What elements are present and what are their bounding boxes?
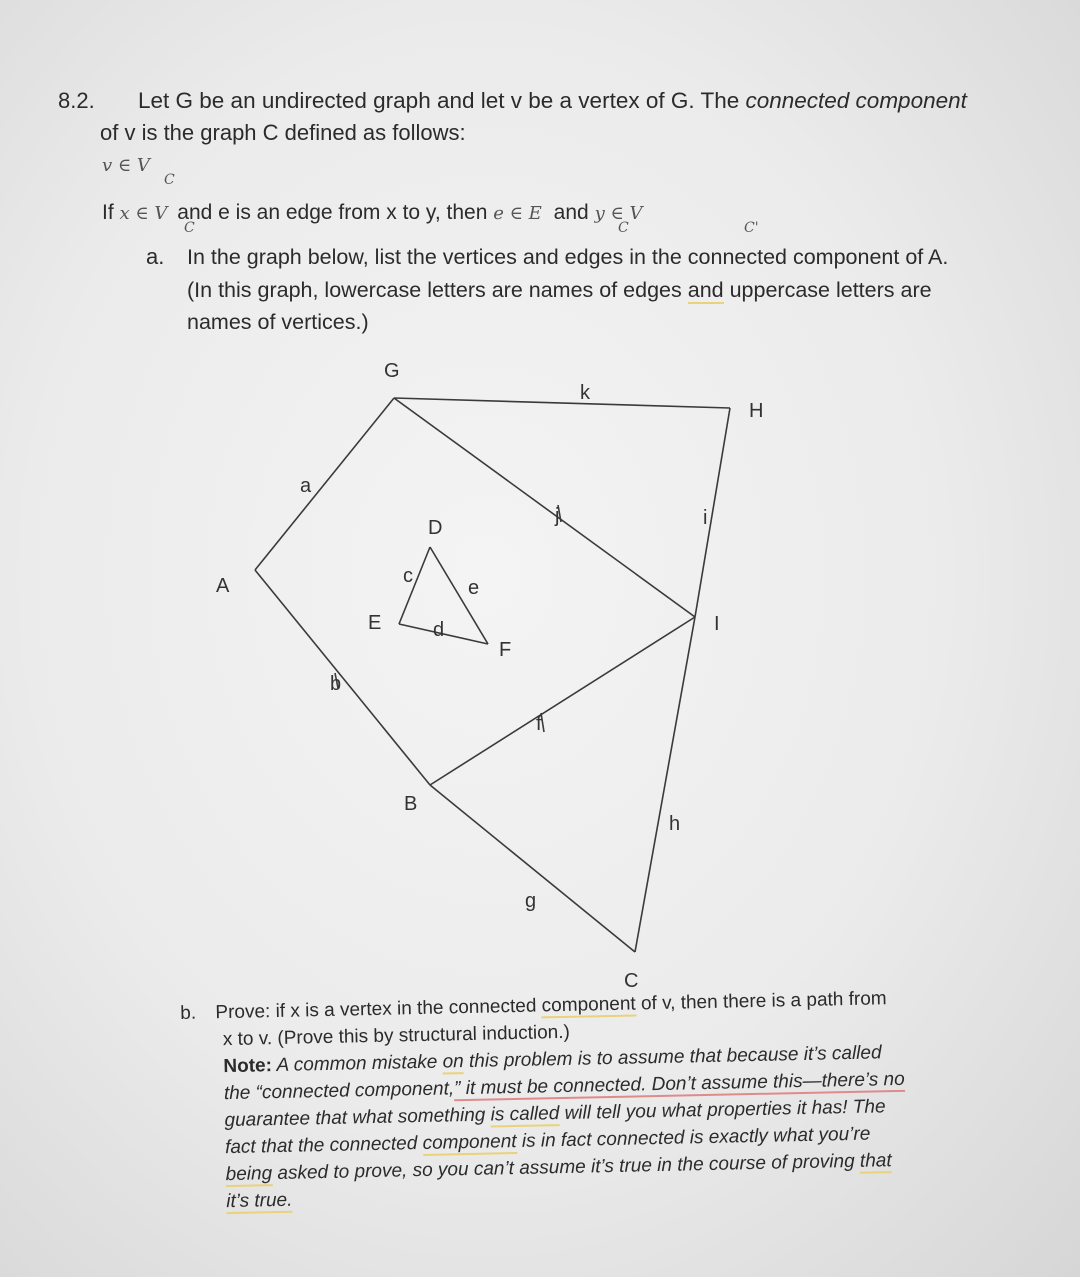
- rule-1-subscript: C: [164, 172, 175, 188]
- part-a-line-1: In the graph below, list the vertices and edges in the connected component of A.: [187, 245, 949, 269]
- part-b-highlight-component: component: [541, 993, 636, 1017]
- edge-line-h: [635, 617, 695, 952]
- part-b-line-1-post: of v, then there is a path from: [635, 988, 887, 1015]
- edge-g-label: g: [525, 890, 537, 912]
- rule-2-x-in-vc: x ∈ V: [119, 203, 168, 224]
- note-l3-hl: is called: [490, 1103, 560, 1126]
- edge-line-j: [394, 398, 695, 617]
- note-l5-hl: being: [225, 1163, 273, 1186]
- edge-f-label: f: [536, 713, 542, 735]
- note-l1-a: A common mistake: [271, 1051, 443, 1077]
- rule-2-mid: and e is an edge from x to y, then: [177, 201, 488, 224]
- vertex-e-label: E: [368, 612, 382, 634]
- vertex-c-label: C: [624, 970, 639, 992]
- note-l6: it’s true.: [226, 1189, 293, 1213]
- vertex-h-label: H: [749, 400, 764, 422]
- note-l5-hl2: that: [859, 1150, 892, 1172]
- vertex-g-label: G: [384, 360, 400, 382]
- edge-line-i: [695, 408, 730, 617]
- rule-2-subscript-2: C: [618, 220, 629, 236]
- edge-d-label: d: [433, 619, 445, 641]
- note-l4-b: is in fact connected is exactly what you’re: [516, 1123, 871, 1152]
- note-label: Note:: [223, 1055, 273, 1078]
- note-l2-b: ” it must be connected. Don’t assume this—there’s no: [453, 1068, 905, 1100]
- edge-e-label: e: [468, 577, 480, 599]
- note-l1-on: on: [442, 1051, 464, 1073]
- part-b-label: b.: [180, 1002, 197, 1024]
- rule-2-y-in-vc: y ∈ V: [594, 203, 643, 224]
- rule-2-e-in-ec: e ∈ E: [493, 203, 542, 224]
- edge-line-k: [394, 398, 730, 408]
- vertex-a-label: A: [216, 575, 230, 597]
- rule-2-and: and: [553, 201, 589, 224]
- edge-h-label: h: [669, 813, 681, 835]
- edge-line-g: [430, 785, 635, 952]
- part-a-line-2-post: uppercase letters are: [723, 278, 932, 302]
- part-b-line-2: x to v. (Prove this by structural induction.): [222, 1021, 571, 1051]
- part-b-line-1-pre: Prove: if x is a vertex in the connected: [215, 995, 542, 1024]
- part-b: [180, 983, 1004, 1216]
- edge-a-label: a: [300, 475, 312, 497]
- edge-i-label: i: [703, 507, 708, 529]
- note-l3-a: guarantee that what something: [224, 1104, 491, 1132]
- edge-j-label: j: [555, 505, 560, 527]
- note-l5-b: asked to prove, so you can’t assume it’s true in the course of proving: [271, 1150, 861, 1185]
- part-a-line-3: names of vertices.): [187, 310, 369, 334]
- edge-c-label: c: [403, 565, 413, 587]
- note-l2-a: the “connected component,: [223, 1078, 455, 1105]
- note-l4-hl: component: [422, 1130, 517, 1154]
- part-a-label: a.: [146, 244, 165, 269]
- vertex-b-label: B: [404, 793, 418, 815]
- part-a-highlight-and: and: [687, 278, 724, 302]
- rule-2-subscript-1: C: [184, 220, 195, 236]
- vertex-d-label: D: [428, 517, 443, 539]
- vertex-f-label: F: [499, 639, 512, 661]
- problem-number: 8.2.: [58, 88, 95, 113]
- note-l3-b: will tell you what properties it has! The: [559, 1096, 886, 1125]
- rule-1-math: v ∈ V: [102, 155, 150, 176]
- rule-2-subscript-3: C': [744, 220, 759, 236]
- edge-line-a: [255, 398, 394, 570]
- edge-line-b: [255, 570, 430, 785]
- part-a-line-2-pre: (In this graph, lowercase letters are names of edges: [187, 278, 688, 302]
- rule-2-if: If: [102, 201, 114, 224]
- note-l4-a: fact that the connected: [224, 1132, 423, 1159]
- vertex-i-label: I: [714, 613, 720, 635]
- note-l1-b: this problem is to assume that because it’s called: [463, 1042, 882, 1073]
- edge-k-label: k: [580, 382, 590, 404]
- intro-line-2: of v is the graph C defined as follows:: [100, 120, 466, 145]
- connected-component-term: connected component: [745, 88, 967, 113]
- intro-text: Let G be an undirected graph and let v be a vertex of G. The: [138, 88, 746, 113]
- edge-b-label: b: [330, 673, 342, 695]
- edge-line-f: [430, 617, 695, 785]
